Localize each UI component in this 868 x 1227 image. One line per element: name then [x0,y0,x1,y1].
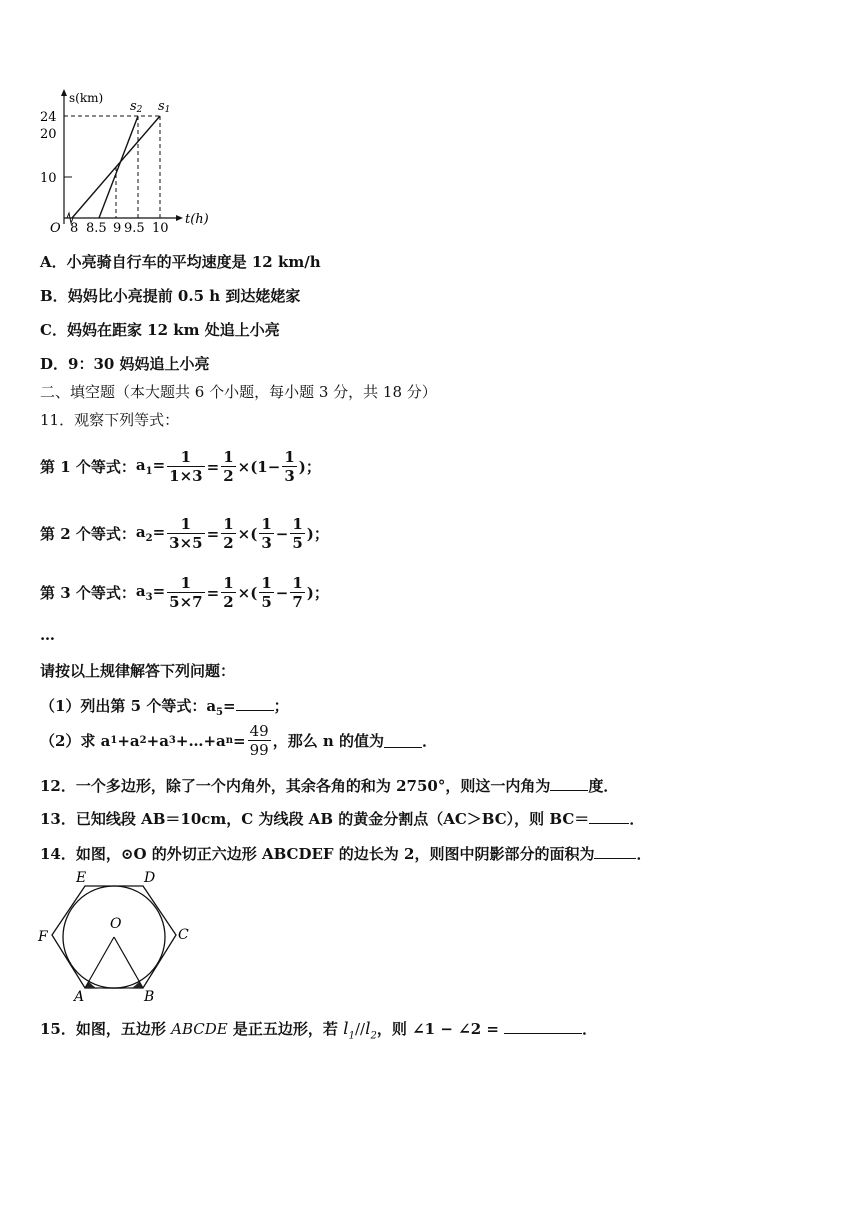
s1-label: s1 [158,99,171,115]
label-a: A [74,989,85,1005]
option-a-letter: A． [40,253,67,271]
option-a [40,251,321,272]
q12-blank[interactable] [550,776,588,791]
eq3-mid: ×( [237,583,258,602]
option-c [40,319,280,340]
option-d [40,353,210,374]
ytick-10: 10 [40,171,57,186]
y-axis-arrow [61,89,67,96]
label-o: O [110,916,122,932]
q11-equation-2: 第 2 个等式： $a_2=$ $\frac{1}{3\times 5}$ = $\frac{1}{2}$ ×( $\frac{1}{3}$ − $\frac{1}{5}$ )； [40,515,329,552]
x-axis-label: t(h) [185,212,209,227]
option-b [40,285,300,306]
option-c-text: 妈妈在距家 12 km 处追上小亮 [66,321,280,339]
label-e: E [76,870,87,886]
xtick-8-5: 8.5 [86,221,107,236]
option-d-letter: D． [40,355,69,373]
eq1-frac3: $\frac{1}{3}$ [284,448,295,485]
label-c: C [178,927,189,943]
xtick-8: 8 [70,221,79,236]
eq2-frac3: $\frac{1}{3}$ [261,515,272,552]
eq1-frac1: $\frac{1}{1\times 3}$ [169,448,203,485]
segment-ob [114,937,143,988]
q15-blank[interactable] [504,1019,582,1034]
q13-blank[interactable] [589,809,629,824]
ytick-24: 24 [40,110,57,125]
option-b-text: 妈妈比小亮提前 0.5 h 到达姥姥家 [67,287,301,305]
eq2-tail: )； [306,525,329,543]
segment-oa [85,937,114,988]
eq3-label: 第 3 个等式： [40,584,136,602]
label-f: F [38,929,48,945]
xtick-9-5: 9.5 [124,221,145,236]
line-l2: $l_2$ [365,1019,377,1042]
y-axis-label: s(km) [69,91,104,105]
option-a-text: 小亮骑自行车的平均速度是 12 km/h [66,253,321,271]
s2-label: s2 [130,99,143,115]
hexagon-figure [36,868,196,1008]
eq2-minus: − [275,524,289,543]
section-heading: 二、填空题（本大题共 6 个小题，每小题 3 分，共 18 分） [40,383,437,401]
option-c-letter: C． [40,321,67,339]
q11-equation-3: 第 3 个等式： $a_3=$ $\frac{1}{5\times 7}$ = $\frac{1}{2}$ ×( $\frac{1}{5}$ − $\frac{1}{7}$ )； [40,574,329,611]
q12-text: 12．一个多边形，除了一个内角外，其余各角的和为 2750°，则这一内角为 [40,777,551,795]
q11-part2-frac: $\frac{49}{99}$ [249,722,269,759]
q12: 12．一个多边形，除了一个内角外，其余各角的和为 2750°，则这一内角为 度． [40,777,619,795]
q13: 13．已知线段 AB＝10cm，C 为线段 AB 的黄金分割点（AC＞BC），则 BC＝ ． [40,810,645,828]
xtick-9: 9 [113,221,122,236]
label-d: D [144,870,156,886]
q11-ellipsis: … [40,626,55,644]
xtick-10: 10 [152,221,169,236]
eq1-lhs: $a_1=$ [135,456,166,477]
shade-bottom [96,988,132,989]
x-axis-arrow [176,215,183,221]
pentagon-name: ABCDE [171,1020,228,1038]
eq3-minus: − [275,583,289,602]
label-b: B [144,989,155,1005]
q11-part2-blank[interactable] [384,733,422,748]
eq3-tail: )； [306,584,329,602]
distance-time-graph [40,86,230,236]
q11-part2: （2）求 a 1 +a 2 +a 3 +…+a n = $\frac{49}{99}$ ，那么 n 的值为 ． [40,722,438,759]
eq1-frac2: $\frac{1}{2}$ [223,448,234,485]
q13-text: 13．已知线段 AB＝10cm，C 为线段 AB 的黄金分割点（AC＞BC），则 BC＝ [40,810,590,828]
eq1-mid: ×(1− [237,457,281,476]
q14-blank[interactable] [594,844,636,859]
option-b-letter: B． [40,287,68,305]
line-s2 [99,116,138,218]
q14-text: 14．如图，⊙O 的外切正六边形 ABCDEF 的边长为 2，则图中阴影部分的面积为 [40,845,595,863]
q11-prompt: 请按以上规律解答下列问题： [40,662,236,680]
origin-label: O [50,221,61,236]
eq2-frac1: $\frac{1}{3\times 5}$ [169,515,203,552]
eq3-frac2: $\frac{1}{2}$ [223,574,234,611]
eq2-frac4: $\frac{1}{5}$ [292,515,303,552]
eq3-frac3: $\frac{1}{5}$ [261,574,272,611]
eq3-lhs: $a_3=$ [135,582,166,603]
q11-part1: （1）列出第 5 个等式：$a_5=$ ； [40,697,289,718]
eq2-lhs: $a_2=$ [135,523,166,544]
eq3-frac4: $\frac{1}{7}$ [292,574,303,611]
q11-part1-blank[interactable] [236,696,274,711]
option-d-text: 9：30 妈妈追上小亮 [68,355,210,373]
eq1-label: 第 1 个等式： [40,458,136,476]
q11-equation-1: 第 1 个等式： $a_1=$ $\frac{1}{1\times 3}$ = $\frac{1}{2}$ ×(1− $\frac{1}{3}$ )； [40,448,321,485]
line-l1: $l_1$ [343,1019,355,1042]
q15: 15．如图，五边形 ABCDE 是正五边形，若 $l_1//l_2$，则 ∠1 − ∠2 = ． [40,1019,598,1042]
ytick-20: 20 [40,127,57,142]
q11-intro: 11．观察下列等式： [40,411,180,429]
eq3-frac1: $\frac{1}{5\times 7}$ [169,574,203,611]
eq2-mid: ×( [237,524,258,543]
eq1-tail: )； [298,458,321,476]
eq2-label: 第 2 个等式： [40,525,136,543]
eq2-frac2: $\frac{1}{2}$ [223,515,234,552]
q14: 14．如图，⊙O 的外切正六边形 ABCDEF 的边长为 2，则图中阴影部分的面积为 ． [40,845,652,863]
